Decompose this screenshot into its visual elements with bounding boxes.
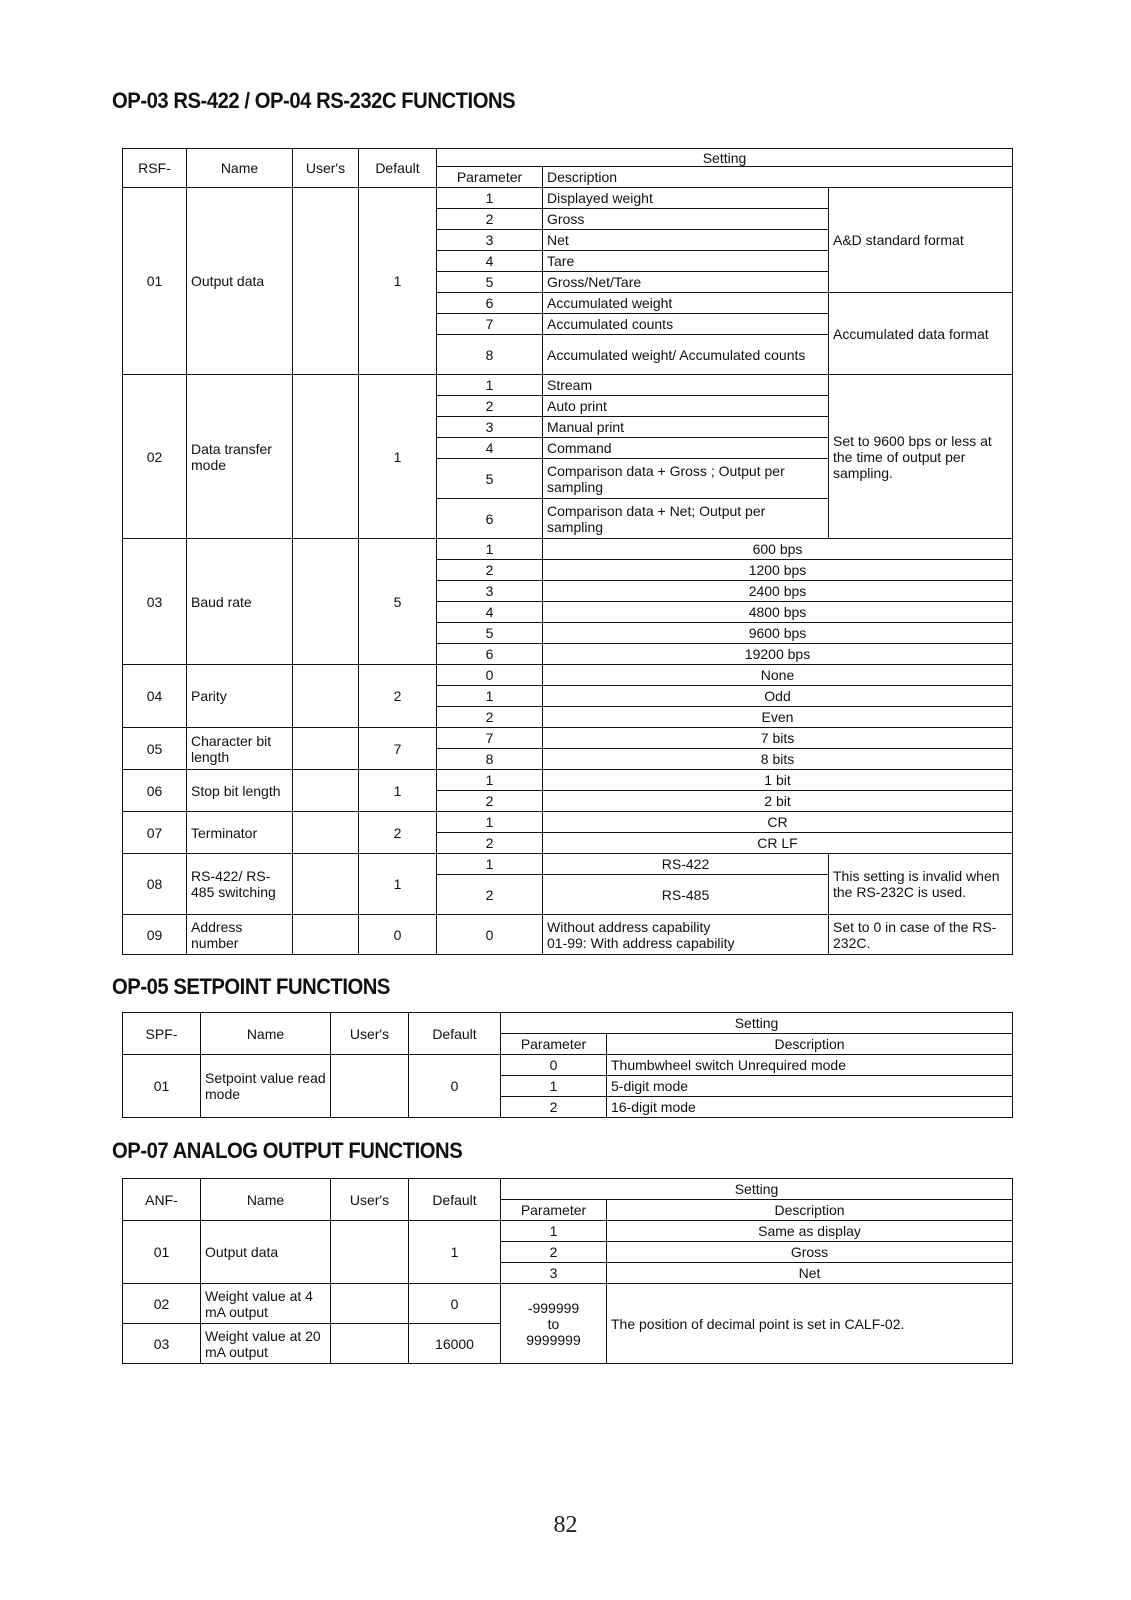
param-description: 1200 bps xyxy=(543,560,1013,581)
row-users xyxy=(331,1324,409,1364)
table-row xyxy=(123,1221,1013,1242)
param-value: 2 xyxy=(501,1242,607,1263)
param-value: 8 xyxy=(437,749,543,770)
row-default: 16000 xyxy=(409,1324,501,1364)
row-users xyxy=(293,539,359,665)
param-value: 2 xyxy=(437,560,543,581)
param-description xyxy=(543,915,829,955)
param-value: 2 xyxy=(501,1097,607,1118)
param-value: 1 xyxy=(437,188,543,209)
row-code: 02 xyxy=(123,1284,201,1324)
param-value: 4 xyxy=(437,251,543,272)
param-description: Tare xyxy=(543,251,829,272)
header-description: Description xyxy=(607,1200,1013,1221)
param-value: 1 xyxy=(437,539,543,560)
row-default: 2 xyxy=(359,665,437,728)
param-description: 4800 bps xyxy=(543,602,1013,623)
param-value: 5 xyxy=(437,623,543,644)
param-description: 2 bit xyxy=(543,791,1013,812)
table-row xyxy=(123,665,1013,686)
param-value: 3 xyxy=(501,1263,607,1284)
row-code: 03 xyxy=(123,1324,201,1364)
row-name: Weight value at 4 mA output xyxy=(201,1284,331,1324)
param-value: 6 xyxy=(437,293,543,314)
row-default: 1 xyxy=(359,375,437,539)
row-name: Setpoint value read mode xyxy=(201,1055,331,1118)
row-users xyxy=(293,665,359,728)
header-parameter: Parameter xyxy=(437,167,543,188)
param-value: 2 xyxy=(437,791,543,812)
param-description: RS-485 xyxy=(543,875,829,915)
row-note: Set to 9600 bps or less at the time of output per sampling. xyxy=(829,375,1013,539)
param-description: 16-digit mode xyxy=(607,1097,1013,1118)
param-description: 2400 bps xyxy=(543,581,1013,602)
row-note: A&D standard format xyxy=(829,188,1013,293)
param-description: Same as display xyxy=(607,1221,1013,1242)
param-range xyxy=(501,1284,607,1364)
param-value: 3 xyxy=(437,417,543,438)
row-name: Terminator xyxy=(187,812,293,854)
header-description: Description xyxy=(607,1034,1013,1055)
header-default: Default xyxy=(359,149,437,188)
row-users xyxy=(293,375,359,539)
row-default: 7 xyxy=(359,728,437,770)
param-value: 2 xyxy=(437,209,543,230)
table-row xyxy=(123,812,1013,833)
row-code: 01 xyxy=(123,188,187,375)
row-code: 06 xyxy=(123,770,187,812)
row-name: Stop bit length xyxy=(187,770,293,812)
table-row xyxy=(123,375,1013,396)
table-row xyxy=(123,1284,1013,1324)
row-note: Accumulated data format xyxy=(829,293,1013,375)
row-name: Data transfer mode xyxy=(187,375,293,539)
row-default: 1 xyxy=(409,1221,501,1284)
op05-setpoint-table xyxy=(122,1012,1013,1118)
param-value: 1 xyxy=(437,375,543,396)
table-row xyxy=(123,915,1013,955)
row-users xyxy=(293,188,359,375)
row-code: 01 xyxy=(123,1221,201,1284)
header-code: SPF- xyxy=(123,1013,201,1055)
param-description: Even xyxy=(543,707,1013,728)
row-users xyxy=(293,770,359,812)
param-value: 0 xyxy=(437,915,543,955)
header-name: Name xyxy=(201,1013,331,1055)
param-description: 5-digit mode xyxy=(607,1076,1013,1097)
header-users: User's xyxy=(331,1013,409,1055)
param-description: Command xyxy=(543,438,829,459)
header-setting: Setting xyxy=(437,149,1013,167)
param-description: CR xyxy=(543,812,1013,833)
param-value: 1 xyxy=(501,1076,607,1097)
row-name: Character bit length xyxy=(187,728,293,770)
param-description: Comparison data + Net; Output per sampling xyxy=(543,499,829,539)
row-default: 2 xyxy=(359,812,437,854)
param-description: Stream xyxy=(543,375,829,396)
table-header-row xyxy=(123,1179,1013,1200)
param-description-line: Without address capability xyxy=(547,918,711,935)
row-code: 08 xyxy=(123,854,187,915)
header-code: RSF- xyxy=(123,149,187,188)
header-parameter: Parameter xyxy=(501,1200,607,1221)
param-description: Accumulated counts xyxy=(543,314,829,335)
header-setting: Setting xyxy=(501,1179,1013,1200)
param-value: 2 xyxy=(437,875,543,915)
header-parameter: Parameter xyxy=(501,1034,607,1055)
row-users xyxy=(293,728,359,770)
header-users: User's xyxy=(293,149,359,188)
row-name: Baud rate xyxy=(187,539,293,665)
row-users xyxy=(293,854,359,915)
row-default: 0 xyxy=(409,1284,501,1324)
param-value: 0 xyxy=(437,665,543,686)
table-row xyxy=(123,539,1013,560)
header-description: Description xyxy=(543,167,1013,188)
row-code: 02 xyxy=(123,375,187,539)
param-description: Comparison data + Gross ; Output per sampling xyxy=(543,459,829,499)
table-row xyxy=(123,728,1013,749)
header-users: User's xyxy=(331,1179,409,1221)
row-code: 09 xyxy=(123,915,187,955)
table-header-row xyxy=(123,149,1013,167)
op07-analog-output-table xyxy=(122,1178,1013,1364)
param-value: 7 xyxy=(437,314,543,335)
header-setting: Setting xyxy=(501,1013,1013,1034)
row-name: RS-422/ RS-485 switching xyxy=(187,854,293,915)
param-value: 6 xyxy=(437,644,543,665)
param-description: Displayed weight xyxy=(543,188,829,209)
op03-rs422-rs232c-table xyxy=(122,148,1013,955)
header-default: Default xyxy=(409,1179,501,1221)
param-value: 1 xyxy=(437,812,543,833)
header-default: Default xyxy=(409,1013,501,1055)
param-value: 8 xyxy=(437,335,543,375)
row-default: 1 xyxy=(359,770,437,812)
range-upto: 9999999 xyxy=(526,1331,581,1348)
header-name: Name xyxy=(187,149,293,188)
row-name: Output data xyxy=(187,188,293,375)
param-value: 5 xyxy=(437,272,543,293)
param-description: 7 bits xyxy=(543,728,1013,749)
table-header-row xyxy=(123,1013,1013,1034)
row-code: 07 xyxy=(123,812,187,854)
row-users xyxy=(331,1055,409,1118)
row-name: Output data xyxy=(201,1221,331,1284)
param-value: 3 xyxy=(437,230,543,251)
header-name: Name xyxy=(201,1179,331,1221)
row-code: 03 xyxy=(123,539,187,665)
row-name: Parity xyxy=(187,665,293,728)
param-description: 19200 bps xyxy=(543,644,1013,665)
param-value: 2 xyxy=(437,833,543,854)
table-row xyxy=(123,188,1013,209)
param-description: CR LF xyxy=(543,833,1013,854)
table-row xyxy=(123,770,1013,791)
op03-section-title: OP-03 RS-422 / OP-04 RS-232C FUNCTIONS xyxy=(112,88,516,113)
header-code: ANF- xyxy=(123,1179,201,1221)
row-default: 1 xyxy=(359,188,437,375)
param-description: Gross/Net/Tare xyxy=(543,272,829,293)
param-value: 3 xyxy=(437,581,543,602)
row-note: This setting is invalid when the RS-232C is used. xyxy=(829,854,1013,915)
op05-section-title: OP-05 SETPOINT FUNCTIONS xyxy=(112,974,390,999)
row-name: Address number xyxy=(187,915,293,955)
row-default: 1 xyxy=(359,854,437,915)
range-from: -999999 xyxy=(527,1299,580,1316)
row-name: Weight value at 20 mA output xyxy=(201,1324,331,1364)
param-description: Odd xyxy=(543,686,1013,707)
row-users xyxy=(331,1284,409,1324)
param-description: Accumulated weight/ Accumulated counts xyxy=(543,335,829,375)
param-value: 1 xyxy=(437,770,543,791)
param-description: RS-422 xyxy=(543,854,829,875)
row-default: 0 xyxy=(409,1055,501,1118)
param-description: Accumulated weight xyxy=(543,293,829,314)
param-value: 2 xyxy=(437,707,543,728)
param-description: Gross xyxy=(543,209,829,230)
param-value: 2 xyxy=(437,396,543,417)
param-value: 1 xyxy=(437,854,543,875)
param-description: Net xyxy=(543,230,829,251)
row-users xyxy=(293,812,359,854)
range-to: to xyxy=(547,1315,560,1332)
page-number: 82 xyxy=(553,1512,578,1538)
param-value: 5 xyxy=(437,459,543,499)
row-note: Set to 0 in case of the RS-232C. xyxy=(829,915,1013,955)
param-description: 1 bit xyxy=(543,770,1013,791)
param-value: 4 xyxy=(437,602,543,623)
param-description: Gross xyxy=(607,1242,1013,1263)
param-value: 7 xyxy=(437,728,543,749)
param-description: 8 bits xyxy=(543,749,1013,770)
param-description: 9600 bps xyxy=(543,623,1013,644)
param-description-line: 01-99: With address capability xyxy=(547,934,735,951)
row-code: 01 xyxy=(123,1055,201,1118)
param-description: None xyxy=(543,665,1013,686)
param-value: 1 xyxy=(437,686,543,707)
param-value: 1 xyxy=(501,1221,607,1242)
param-description: Auto print xyxy=(543,396,829,417)
param-description: 600 bps xyxy=(543,539,1013,560)
param-description: The position of decimal point is set in CALF-02. xyxy=(607,1284,1013,1364)
param-value: 6 xyxy=(437,499,543,539)
row-users xyxy=(331,1221,409,1284)
table-row xyxy=(123,854,1013,875)
param-value: 0 xyxy=(501,1055,607,1076)
row-default: 5 xyxy=(359,539,437,665)
row-code: 04 xyxy=(123,665,187,728)
op07-section-title: OP-07 ANALOG OUTPUT FUNCTIONS xyxy=(112,1138,463,1163)
param-description: Manual print xyxy=(543,417,829,438)
row-default: 0 xyxy=(359,915,437,955)
param-description: Thumbwheel switch Unrequired mode xyxy=(607,1055,1013,1076)
row-code: 05 xyxy=(123,728,187,770)
table-row xyxy=(123,1055,1013,1076)
row-users xyxy=(293,915,359,955)
param-description: Net xyxy=(607,1263,1013,1284)
param-value: 4 xyxy=(437,438,543,459)
